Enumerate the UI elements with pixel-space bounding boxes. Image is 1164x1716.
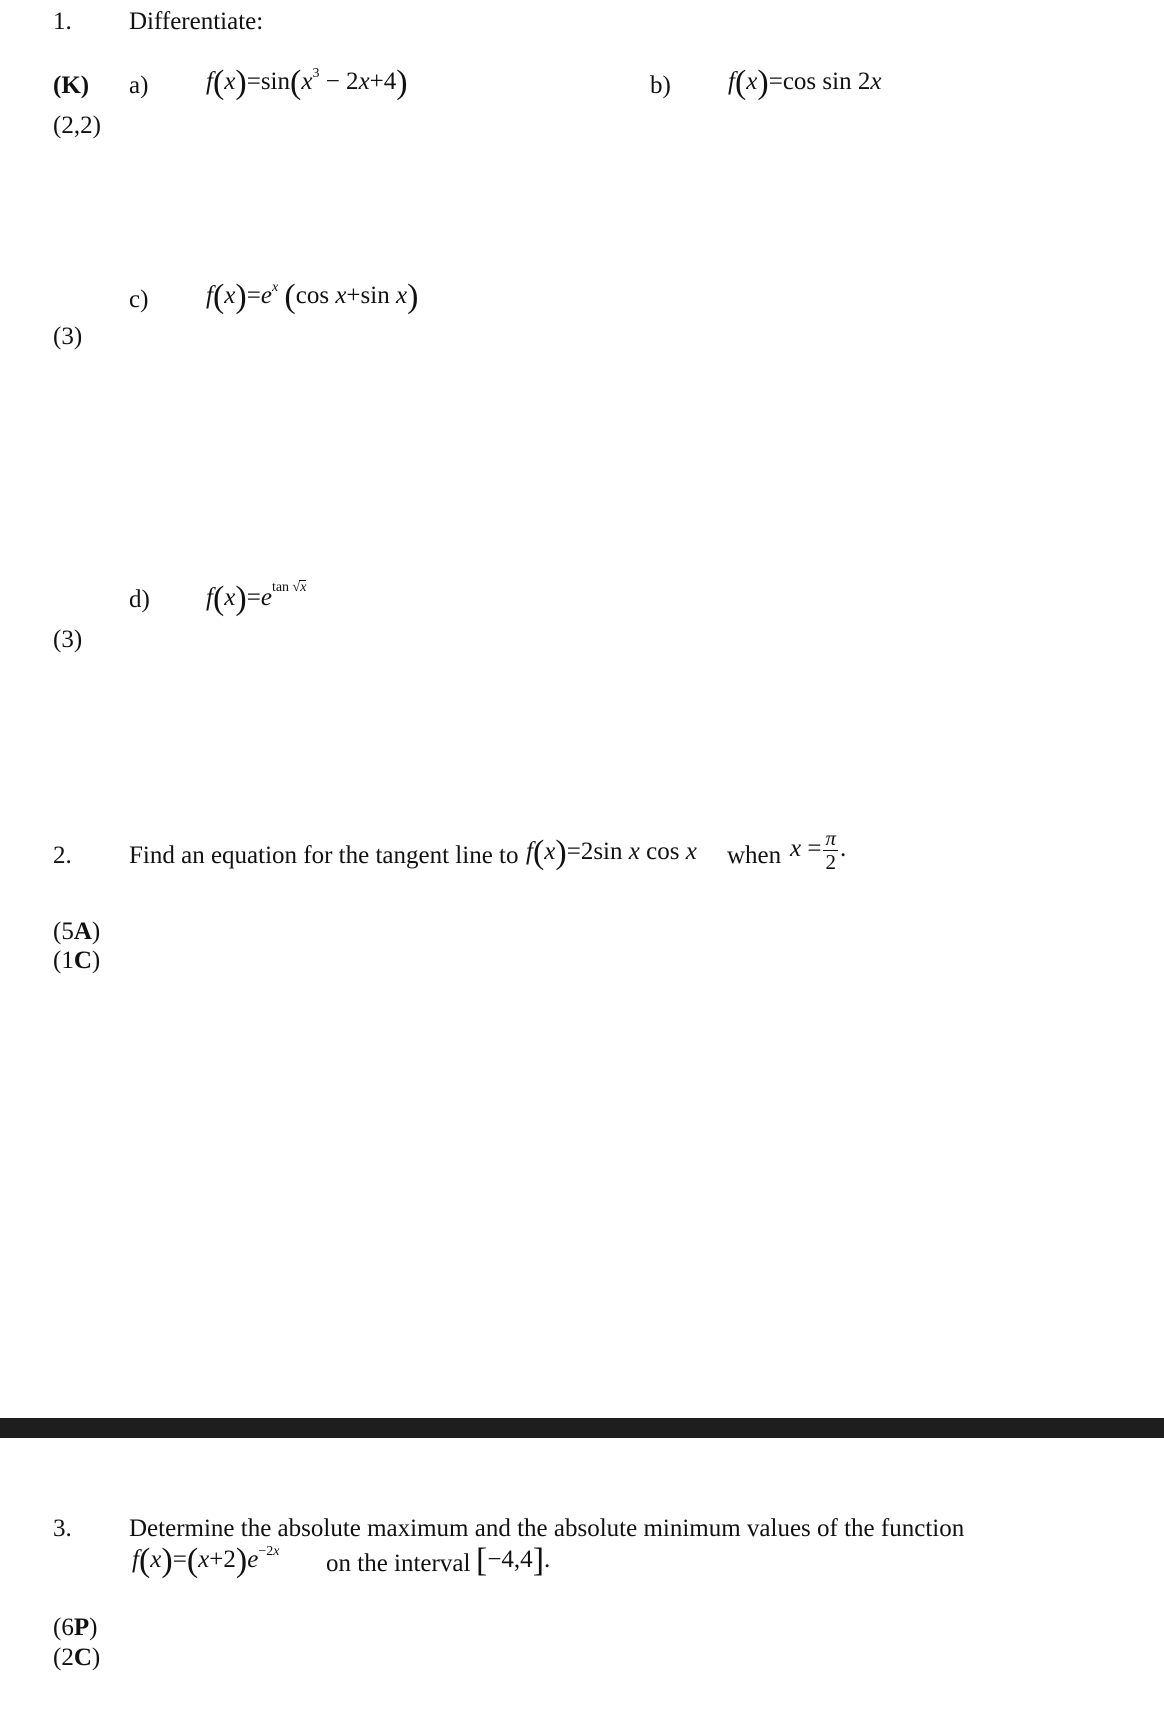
- question-3-interval-text: on the interval: [326, 1550, 471, 1577]
- marks-q3-communication: (2C): [53, 1644, 101, 1671]
- question-3-interval: [−4,4].: [476, 1542, 551, 1579]
- question-3-function: $f(x)=(x+2)e^{-2x}$: [132, 1542, 280, 1579]
- question-1-title: Differentiate:: [129, 8, 264, 35]
- marks-c: (3): [53, 323, 83, 350]
- question-2-x-value: x = $\frac{\pi}{2}$ .: [790, 826, 847, 874]
- question-2-when: when: [727, 842, 782, 869]
- part-a-label: a): [129, 72, 149, 99]
- marks-q2-application: (5A): [53, 918, 101, 945]
- part-b-expression: f(x)=cos sin 2x: [728, 64, 882, 101]
- part-d-expression: $f(x)=e^{tan √x}$: [206, 580, 307, 617]
- question-2-number: 2.: [53, 842, 72, 869]
- marks-ab: (2,2): [53, 112, 101, 139]
- question-2-text: Find an equation for the tangent line to: [129, 842, 519, 869]
- question-2-function: f(x)=2sin x cos x: [526, 834, 697, 871]
- part-a-expression: $f(x)=\sin(x^3 - 2x+4)$: [206, 64, 408, 101]
- marks-d: (3): [53, 626, 83, 653]
- part-c-expression: $f(x)=e^x$ (cos x+sin x): [206, 278, 419, 315]
- part-b-label: b): [650, 72, 671, 99]
- marks-q3-problem-solving: (6P): [53, 1614, 98, 1641]
- question-3-number: 3.: [53, 1515, 72, 1542]
- category-label-knowledge: (K): [53, 72, 90, 99]
- page-divider-bar: [0, 1418, 1164, 1438]
- part-d-label: d): [129, 586, 150, 613]
- question-3-text: Determine the absolute maximum and the absolute minimum values of the function: [129, 1515, 965, 1542]
- part-c-label: c): [129, 286, 149, 313]
- marks-q2-communication: (1C): [53, 947, 101, 974]
- question-1-number: 1.: [53, 8, 72, 35]
